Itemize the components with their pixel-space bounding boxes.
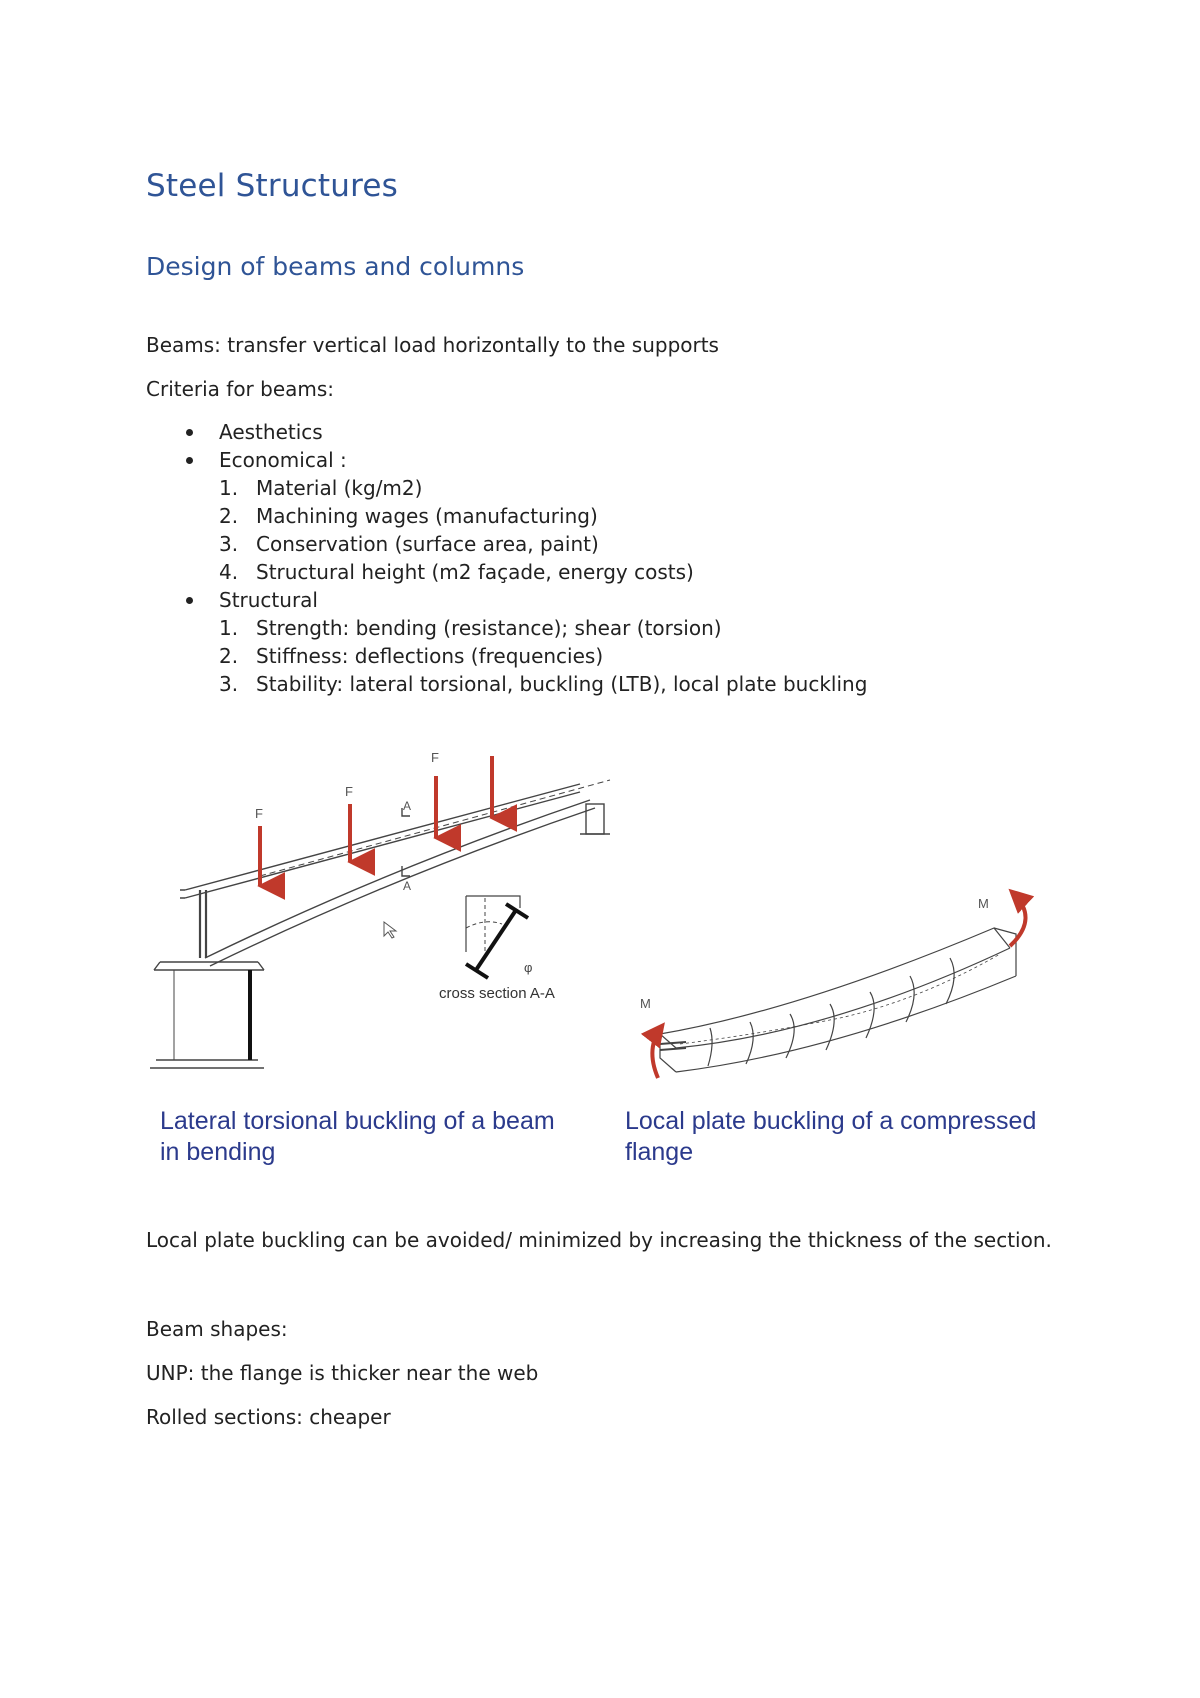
section-mark-label: A — [403, 799, 412, 813]
item-text: Stability: lateral torsional, buckling (LTB), local plate buckling — [256, 672, 868, 696]
item-number: 4. — [219, 560, 239, 584]
moment-label: M — [978, 896, 989, 911]
plate-buckling-drawing — [660, 928, 1016, 1072]
section-heading: Design of beams and columns — [146, 252, 525, 281]
sublist-item — [219, 558, 867, 586]
force-label: F — [431, 750, 439, 765]
item-number: 2. — [219, 644, 239, 668]
criteria-label: Aesthetics — [219, 420, 323, 444]
bullet-icon — [186, 429, 193, 436]
criteria-list — [146, 418, 867, 698]
sublist-item — [219, 670, 867, 698]
item-text: Machining wages (manufacturing) — [256, 504, 598, 528]
unp-paragraph: UNP: the flange is thicker near the web — [146, 1361, 539, 1385]
phi-label: φ — [524, 960, 533, 975]
criteria-label: Structural — [219, 588, 318, 612]
economical-sublist — [219, 474, 867, 586]
cursor-icon — [384, 922, 396, 938]
section-mark-label: A — [403, 879, 412, 893]
ltb-beam-drawing — [150, 780, 610, 1068]
force-arrows — [260, 756, 492, 886]
caption-left: Lateral torsional buckling of a beam in bending — [160, 1107, 555, 1166]
item-text: Stiffness: deflections (frequencies) — [256, 644, 604, 668]
criteria-heading: Criteria for beams: — [146, 377, 335, 401]
item-number: 1. — [219, 616, 239, 640]
item-text: Structural height (m2 façade, energy costs) — [256, 560, 694, 584]
caption-right: Local plate buckling of a compressed flange — [625, 1107, 1037, 1166]
item-number: 3. — [219, 532, 239, 556]
bullet-icon — [186, 597, 193, 604]
force-label: F — [345, 784, 353, 799]
sublist-item — [219, 502, 867, 530]
moment-label: M — [640, 996, 651, 1011]
list-item — [146, 418, 867, 446]
rolled-paragraph: Rolled sections: cheaper — [146, 1405, 391, 1429]
force-label: F — [255, 806, 263, 821]
sublist-item — [219, 614, 867, 642]
intro-paragraph: Beams: transfer vertical load horizontally to the supports — [146, 333, 719, 357]
beam-shapes-heading: Beam shapes: — [146, 1317, 288, 1341]
criteria-label: Economical : — [219, 448, 347, 472]
item-number: 2. — [219, 504, 239, 528]
document-title: Steel Structures — [146, 168, 399, 204]
moment-arrow-right — [1010, 892, 1026, 946]
item-number: 1. — [219, 476, 239, 500]
sublist-item — [219, 474, 867, 502]
sublist-item — [219, 642, 867, 670]
cross-section-label: cross section A-A — [439, 985, 555, 1002]
item-text: Material (kg/m2) — [256, 476, 423, 500]
item-text: Conservation (surface area, paint) — [256, 532, 599, 556]
list-item — [146, 586, 867, 698]
structural-sublist — [219, 614, 867, 698]
buckling-figure — [140, 748, 1055, 1178]
bullet-icon — [186, 457, 193, 464]
item-text: Strength: bending (resistance); shear (torsion) — [256, 616, 722, 640]
item-number: 3. — [219, 672, 239, 696]
note-paragraph: Local plate buckling can be avoided/ minimized by increasing the thickness of the section. — [146, 1228, 1052, 1252]
sublist-item — [219, 530, 867, 558]
list-item — [146, 446, 867, 586]
cross-section-detail — [466, 896, 528, 978]
